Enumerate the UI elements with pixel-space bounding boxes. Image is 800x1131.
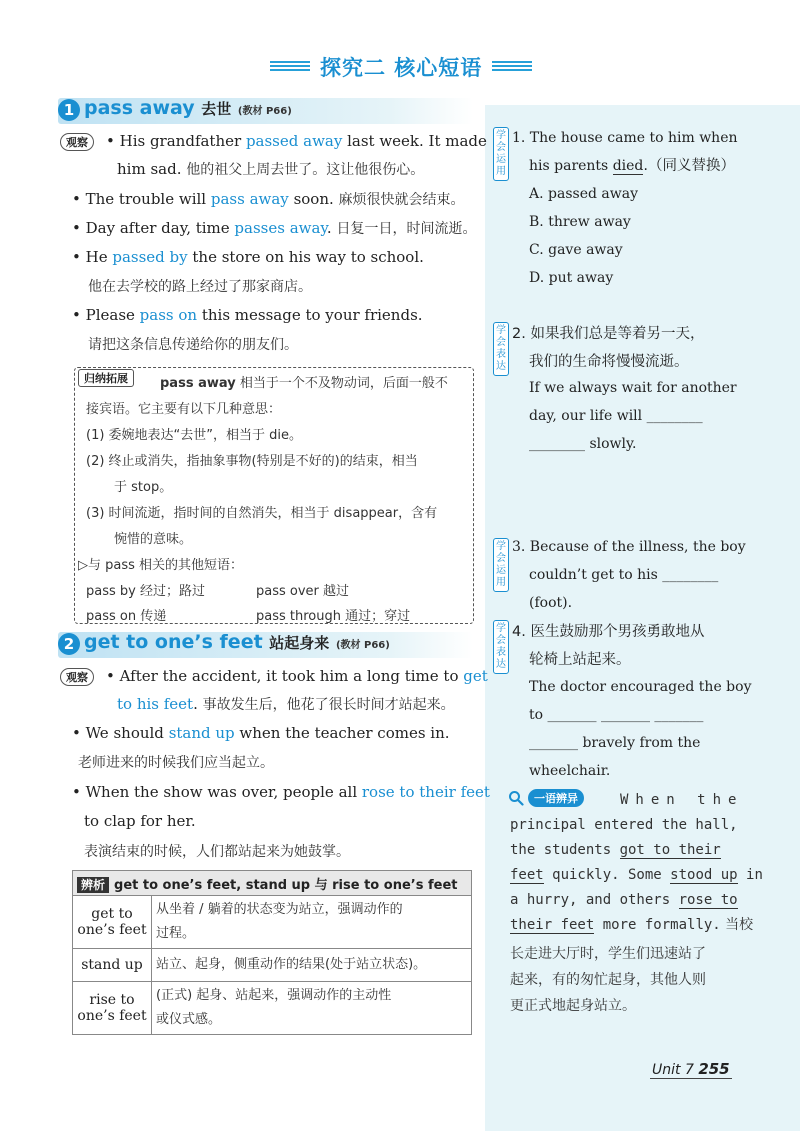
page-footer: [650, 1060, 732, 1079]
tip-line-5: a hurry, and others rose to: [510, 892, 738, 908]
q4-line1: 4. 医生鼓励那个男孩勇敢地从: [512, 624, 705, 640]
p1-example-1-line2: him sad. 他的祖父上周去世了。这让他很伤心。: [117, 160, 425, 178]
q1-option-d[interactable]: D. put away: [529, 270, 614, 286]
related-phrase-2: pass over 越过: [256, 584, 350, 599]
p2-example-1: • After the accident, it took him a long time to get: [106, 667, 488, 685]
p2-example-3-zh: 表演结束的时候，人们都站起来为她鼓掌。: [84, 844, 350, 860]
section-header: [270, 52, 532, 82]
related-phrase-4: pass through 通过；穿过: [256, 609, 411, 624]
phrase1-number: 1: [58, 99, 80, 121]
practice-tag-4: 学会表达: [493, 620, 509, 674]
tip-line-7: 长走进大厅时，学生们迅速站了: [510, 946, 706, 962]
tip-line-2: principal entered the hall,: [510, 817, 738, 833]
phrase1-header: [58, 98, 473, 124]
title-deco-right: [492, 61, 532, 73]
q4-line5[interactable]: _______ bravely from the: [529, 735, 701, 751]
q2-line3: If we always wait for another: [529, 380, 737, 396]
note-line-3: (1) 委婉地表达“去世”，相当于 die。: [86, 428, 303, 443]
q1-option-c[interactable]: C. gave away: [529, 242, 623, 258]
practice-tag-3: 学会运用: [493, 538, 509, 592]
section-title: 探究二 核心短语: [320, 56, 483, 80]
tip-line-4: feet quickly. Some stood up in: [510, 867, 763, 883]
note-line-1: pass away 相当于一个不及物动词，后面一般不: [160, 376, 448, 391]
tip-line-1: When the: [620, 792, 744, 808]
note-line-4: (2) 终止或消失，指抽象事物(特别是不好的)的结束，相当: [86, 454, 418, 469]
note-line-6: (3) 时间流逝，指时间的自然消失，相当于 disappear，含有: [86, 506, 438, 521]
phrase2-title: get to one’s feet: [84, 631, 263, 653]
p1-example-1: • His grandfather passed away last week. It made: [106, 132, 487, 150]
table-title: get to one’s feet, stand up 与 rise to one’s feet: [114, 877, 458, 893]
q2-line1: 2. 如果我们总是等着另一天，: [512, 326, 705, 342]
practice-tag-2: 学会表达: [493, 322, 509, 376]
summary-tag: 归纳拓展: [78, 369, 134, 387]
p1-example-5-zh: 请把这条信息传递给你的朋友们。: [88, 337, 298, 353]
q4-line6: wheelchair.: [529, 763, 611, 779]
title-deco-left: [270, 61, 310, 73]
tip-line-6: their feet more formally. 当校: [510, 917, 754, 933]
observe-tag-1: 观察: [60, 133, 94, 151]
q2-line5[interactable]: ________ slowly.: [529, 436, 637, 452]
phrase1-meaning: 去世: [201, 100, 232, 118]
q4-line2: 轮椅上站起来。: [529, 652, 631, 668]
note-line-8: ▷与 pass 相关的其他短语：: [78, 558, 244, 573]
p2-example-3-line2: to clap for her.: [84, 812, 196, 830]
tip-line-9: 更正式地起身站立。: [510, 998, 636, 1014]
observe-tag-2: 观察: [60, 668, 94, 686]
related-phrase-1: pass by 经过；路过: [86, 584, 205, 599]
practice-tag-1: 学会运用: [493, 127, 509, 181]
table-row: stand up 站立、起身，侧重动作的结果(处于站立状态)。: [73, 949, 472, 982]
q4-line3: The doctor encouraged the boy: [529, 679, 752, 695]
table-badge: 辨析: [77, 877, 109, 893]
magnifier-icon: [508, 790, 524, 806]
p2-example-2: • We should stand up when the teacher comes in.: [72, 724, 450, 742]
p2-example-3: • When the show was over, people all rose to their feet: [72, 783, 490, 801]
phrase2-header: [58, 632, 473, 658]
p1-example-2: • The trouble will pass away soon. 麻烦很快就会结束。: [72, 190, 465, 208]
q3-line3: (foot).: [529, 595, 573, 611]
q2-line4[interactable]: day, our life will ________: [529, 408, 703, 424]
q3-line1: 3. Because of the illness, the boy: [512, 539, 746, 555]
note-line-7: 惋惜的意味。: [114, 532, 193, 547]
p2-example-2-zh: 老师进来的时候我们应当起立。: [78, 755, 274, 771]
tip-line-3: the students got to their: [510, 842, 721, 858]
comparison-table: [72, 870, 472, 1035]
q2-line2: 我们的生命将慢慢流逝。: [529, 354, 689, 370]
p1-example-3: • Day after day, time passes away. 日复一日，时间流逝。: [72, 219, 477, 237]
q1-line2: his parents died.（同义替换）: [529, 158, 735, 174]
note-line-2: 接宾语。它主要有以下几种意思：: [86, 402, 282, 417]
q1-option-b[interactable]: B. threw away: [529, 214, 631, 230]
related-phrase-3: pass on 传递: [86, 609, 167, 624]
p1-example-4-zh: 他在去学校的路上经过了那家商店。: [88, 279, 312, 295]
note-line-5: 于 stop。: [114, 480, 173, 495]
table-row: rise to one’s feet (正式) 起身、站起来，强调动作的主动性 或仪式感。: [73, 982, 472, 1035]
p1-example-5: • Please pass on this message to your friends.: [72, 306, 423, 324]
phrase2-meaning: 站起身来: [269, 634, 330, 652]
q3-line2[interactable]: couldn’t get to his ________: [529, 567, 719, 583]
table-header-row: [73, 871, 472, 896]
q4-line4[interactable]: to _______ _______ _______: [529, 707, 704, 723]
table-row: get to one’s feet 从坐着 / 躺着的状态变为站立，强调动作的 过程。: [73, 896, 472, 949]
tip-tag: 一语辨异: [528, 789, 584, 807]
p1-example-4: • He passed by the store on his way to school.: [72, 248, 424, 266]
phrase1-ref: (教材 P66): [237, 106, 292, 117]
q1-line1: 1. The house came to him when: [512, 130, 738, 146]
phrase1-title: pass away: [84, 97, 195, 119]
page-number: 255: [698, 1060, 730, 1078]
p2-example-1-line2: to his feet. 事故发生后，他花了很长时间才站起来。: [117, 695, 455, 713]
q1-option-a[interactable]: A. passed away: [529, 186, 638, 202]
phrase2-ref: (教材 P66): [335, 640, 390, 651]
tip-line-8: 起来，有的匆忙起身，其他人则: [510, 972, 706, 988]
tip-header: [508, 789, 584, 807]
unit-label: Unit 7: [652, 1062, 694, 1078]
phrase2-number: 2: [58, 633, 80, 655]
